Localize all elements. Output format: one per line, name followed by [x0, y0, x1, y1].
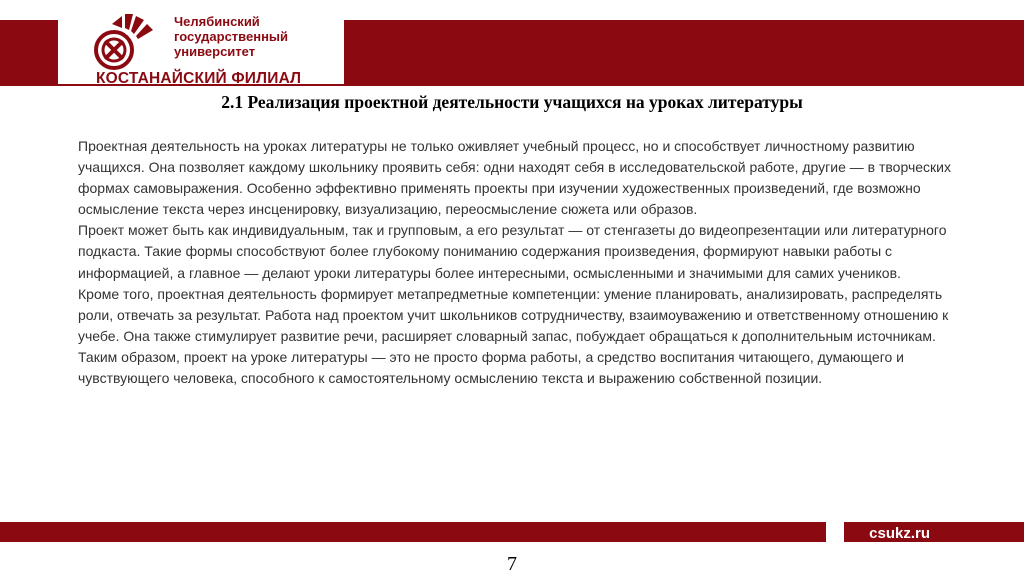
university-emblem-icon — [92, 14, 156, 78]
page-number: 7 — [507, 553, 517, 575]
header-bar-left — [0, 20, 58, 86]
footer-divider — [826, 519, 844, 545]
logo-line-1: Челябинский — [174, 14, 260, 29]
logo-line-3: университет — [174, 44, 256, 59]
slide-body — [78, 136, 978, 389]
paragraph: Проект может быть как индивидуальным, так и групповым, а его результат — от стенгазеты до видеопрезентации или литературного подкаста. Такие формы способствуют более глубокому пониманию содержания произведения, формируют навыки работы с информацией, а главное — делают уроки литературы более интересными, осмысленными и значимыми для самих учеников. — [78, 222, 947, 281]
logo-line-2: государственный — [174, 29, 289, 44]
university-logo — [92, 8, 342, 90]
slide-title: 2.1 Реализация проектной деятельности учащихся на уроках литературы — [221, 92, 803, 112]
header-bar-right — [344, 20, 1024, 86]
paragraph: Кроме того, проектная деятельность формирует метапредметные компетенции: умение планировать, анализировать, распределять роли, отвечать за результат. Работа над проектом учит школьников сотрудничеству, взаимоуважению и ответственному отношению к учебе. Она также стимулирует развитие речи, расширяет словарный запас, побуждает обращаться к дополнительным источникам. — [78, 285, 949, 344]
site-url: csukz.ru — [869, 525, 930, 542]
paragraph: Таким образом, проект на уроке литературы — это не просто форма работы, а средство воспитания читающего, думающего и чувствующего человека, способного к самостоятельному осмыслению текста и выражению собственной позиции. — [78, 348, 904, 387]
logo-text — [174, 14, 288, 59]
branch-name: КОСТАНАЙСКИЙ ФИЛИАЛ — [96, 70, 302, 87]
paragraph: Проектная деятельность на уроках литературы не только оживляет учебный процесс, но и способствует личностному развитию учащихся. Она позволяет каждому школьнику проявить себя: одни находят себя в исследовательской работе, другие — в творческих формах самовыражения. Особенно эффективно применять проекты при изучении художественных произведений, где возможно осмысление текста через инсценировку, визуализацию, переосмысление сюжета или образов. — [78, 138, 951, 218]
